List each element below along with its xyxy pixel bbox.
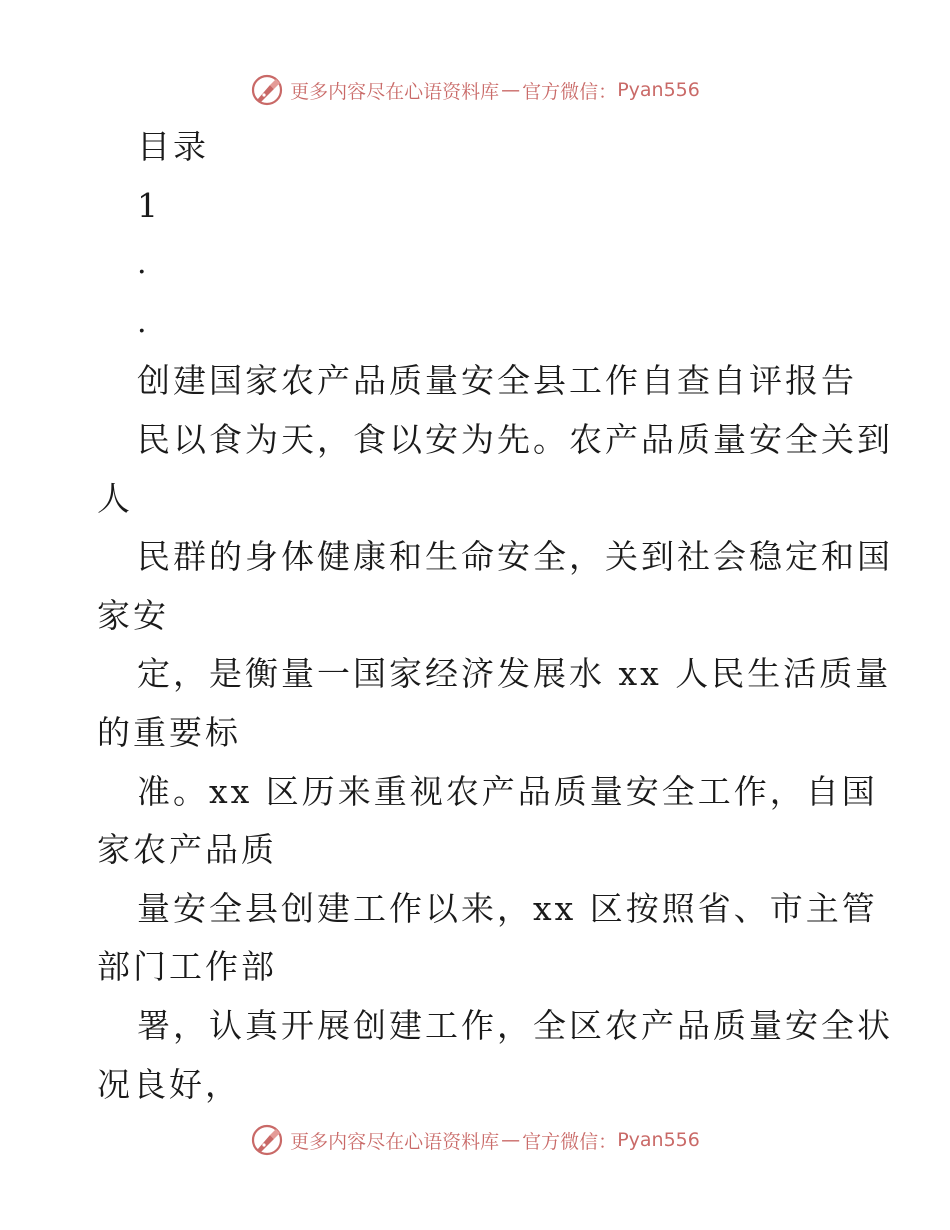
footer-watermark [0,1120,950,1160]
paragraph-line: 况良好， [97,1064,241,1104]
paragraph-line: 署，认真开展创建工作，全区农产品质量安全状 [137,1005,893,1045]
paragraph-line: 人 [97,478,133,518]
watermark-separator: — [501,1129,521,1151]
watermark-separator: — [501,79,521,101]
report-title: 创建国家农产品质量安全县工作自查自评报告 [137,361,857,401]
watermark-wechat-id: Pyan556 [617,1129,700,1151]
watermark-main-text: 更多内容尽在心语资料库 [290,80,500,103]
paragraph-line: 民以食为天，食以安为先。农产品质量安全关到 [137,419,893,459]
toc-dot-2: . [137,304,150,340]
paragraph-line: 家安 [97,595,169,635]
toc-dot-1: . [137,246,150,282]
paragraph-line: 民群的身体健康和生命安全，关到社会稳定和国 [137,537,893,577]
paragraph-line: 定，是衡量一国家经济发展水 xx 人民生活质量 [137,654,892,694]
paragraph-line: 部门工作部 [97,947,277,987]
watermark-wechat-label: 官方微信： [522,1130,618,1153]
paragraph-line: 量安全县创建工作以来，xx 区按照省、市主管 [137,888,878,928]
pen-nib-logo-icon [250,73,284,107]
paragraph-line: 家农产品质 [97,830,277,870]
watermark-main-text: 更多内容尽在心语资料库 [290,1130,500,1153]
toc-heading: 目录 [137,127,209,166]
watermark-wechat-id: Pyan556 [617,79,700,101]
watermark-wechat-label: 官方微信： [522,80,618,103]
header-watermark [0,70,950,110]
document-body [97,118,893,1114]
paragraph-line: 的重要标 [97,712,241,752]
toc-number: 1 [137,185,161,225]
pen-nib-logo-icon [250,1123,284,1157]
paragraph-line: 准。xx 区历来重视农产品质量安全工作，自国 [137,771,878,811]
